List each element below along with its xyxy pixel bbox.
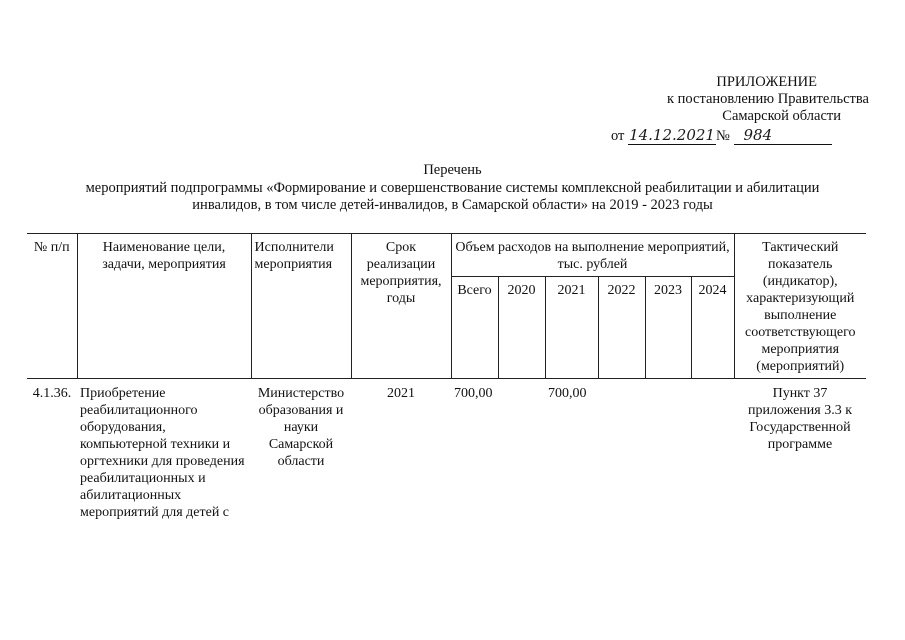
row-name: Приобретение реабилитационного оборудования, компьютерной техники и оргтехники для проведения реабилитационных и абилитационных мероприятий для детей с bbox=[80, 386, 245, 520]
title-line-1: Перечень bbox=[423, 162, 482, 178]
row-2023 bbox=[645, 379, 691, 528]
header-num: № п/п bbox=[27, 234, 77, 379]
appendix-block bbox=[609, 74, 869, 145]
row-total: 700,00 bbox=[454, 386, 493, 401]
handwritten-number: 984 bbox=[734, 127, 832, 145]
table-row bbox=[27, 379, 866, 528]
appendix-line-1: к постановлению Правительства bbox=[667, 91, 869, 107]
row-2022 bbox=[598, 379, 645, 528]
row-2021: 700,00 bbox=[548, 386, 587, 401]
row-period: 2021 bbox=[387, 386, 415, 401]
row-num: 4.1.36. bbox=[32, 386, 72, 401]
header-2021: 2021 bbox=[545, 277, 598, 379]
header-executors: Исполнители мероприятия bbox=[251, 234, 351, 379]
header-total: Всего bbox=[451, 277, 498, 379]
header-expenses: Объем расходов на выполнение мероприятий, тыс. рублей bbox=[451, 234, 734, 277]
header-name: Наименование цели, задачи, мероприятия bbox=[77, 234, 251, 379]
header-2022: 2022 bbox=[598, 277, 645, 379]
title-line-3: инвалидов, в том числе детей-инвалидов, в Самарской области» на 2019 - 2023 годы bbox=[192, 197, 713, 213]
header-2023: 2023 bbox=[645, 277, 691, 379]
number-label: № bbox=[716, 128, 730, 144]
header-period: Срок реализации мероприятия, годы bbox=[351, 234, 451, 379]
row-2024 bbox=[691, 379, 734, 528]
header-2024: 2024 bbox=[691, 277, 734, 379]
header-2020: 2020 bbox=[498, 277, 545, 379]
appendix-title: ПРИЛОЖЕНИЕ bbox=[716, 74, 817, 90]
from-label: от bbox=[611, 128, 625, 144]
header-indicator: Тактический показатель (индикатор), характеризующий выполнение соответствующего мероприятия (мероприятий) bbox=[734, 234, 866, 379]
row-executor: Министерство образования и науки Самарской области bbox=[257, 386, 345, 469]
title-line-2: мероприятий подпрограммы «Формирование и совершенствование системы комплексной реабилитации и абилитации bbox=[85, 179, 820, 196]
row-indicator: Пункт 37 приложения 3.3 к Государственной программе bbox=[747, 386, 853, 452]
header-row-1 bbox=[27, 234, 866, 277]
handwritten-date: 14.12.2021 bbox=[629, 126, 715, 144]
row-2020 bbox=[498, 379, 545, 528]
measures-table bbox=[27, 233, 866, 527]
document-title bbox=[0, 162, 905, 215]
appendix-signature-line bbox=[609, 127, 869, 145]
appendix-line-2: Самарской области bbox=[722, 108, 841, 124]
